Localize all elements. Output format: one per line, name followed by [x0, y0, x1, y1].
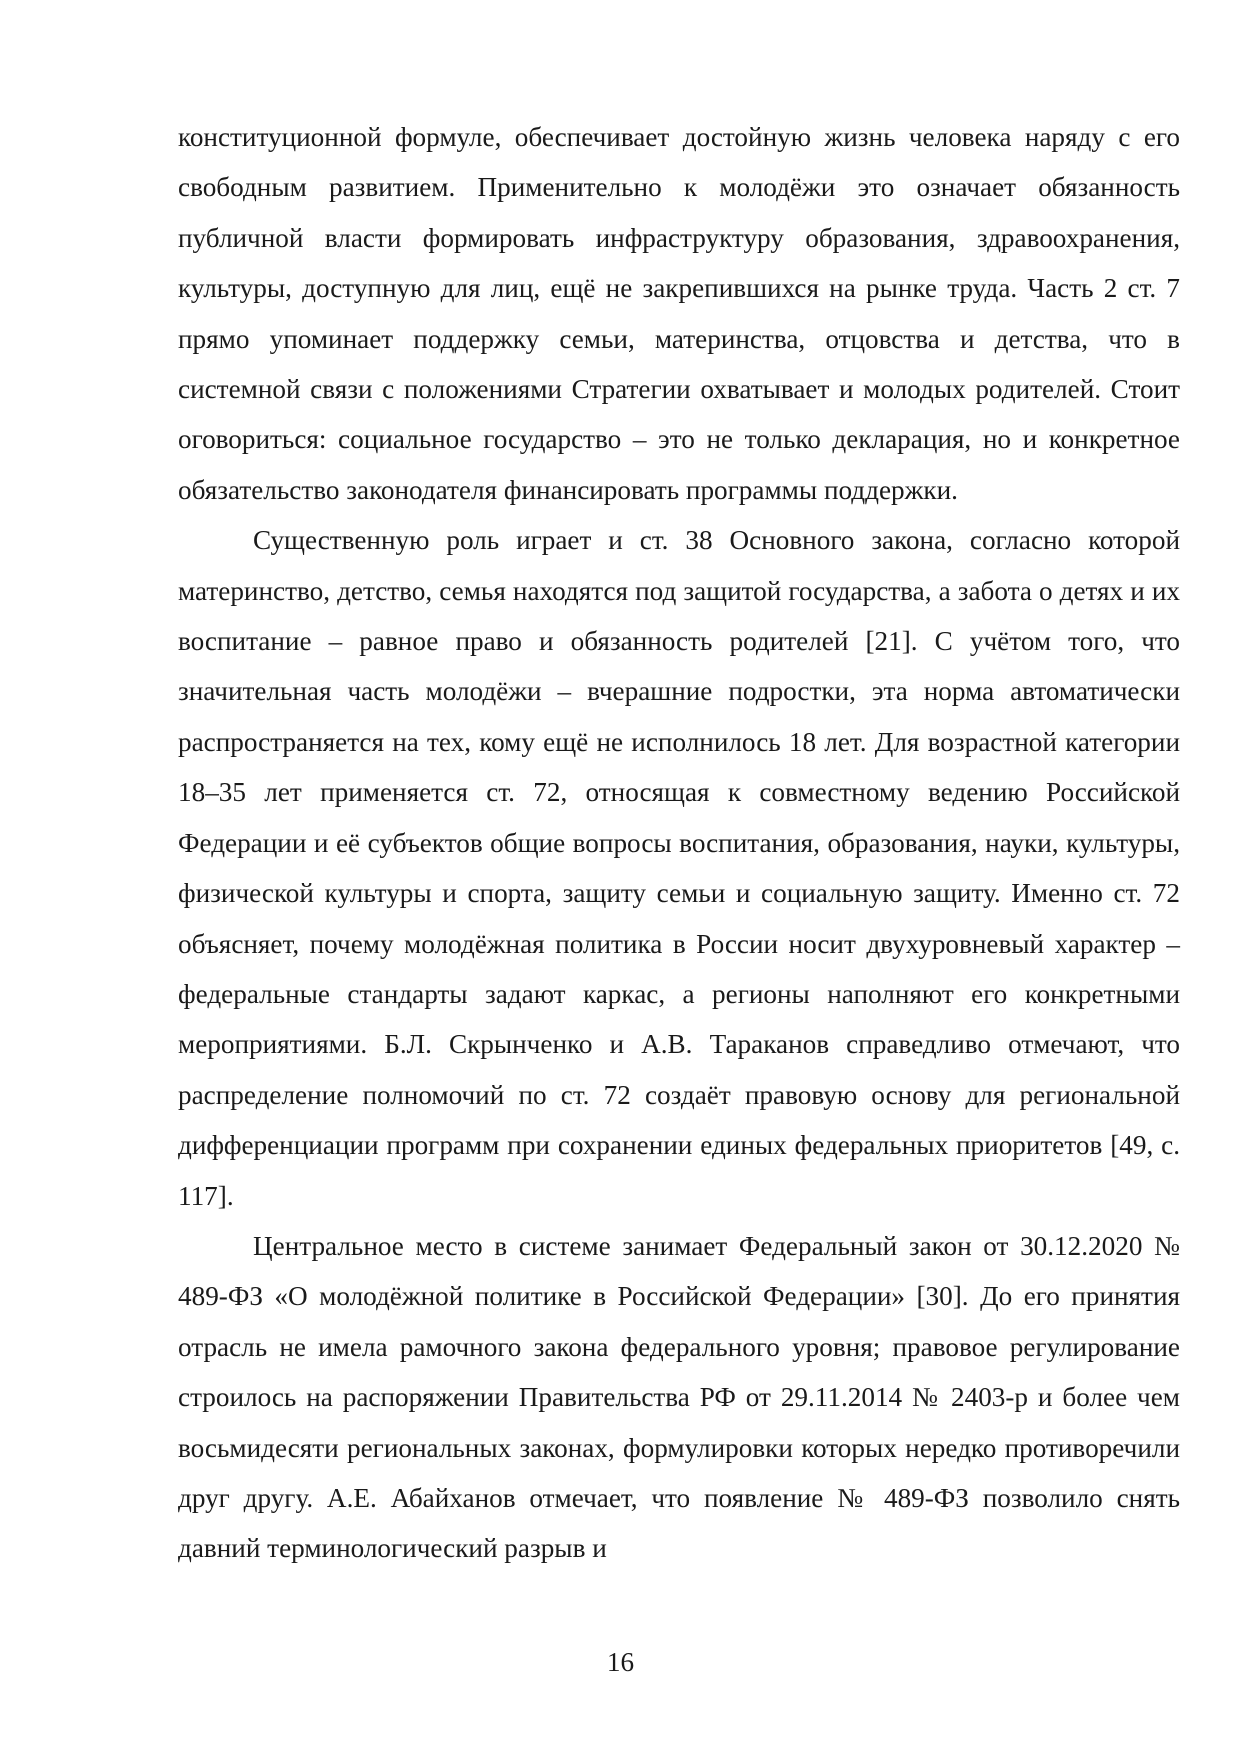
paragraph-article-38: Существенную роль играет и ст. 38 Основного закона, согласно которой материнство, детство, семья находятся под защитой государства, а забота о детях и их воспитание – равное право и обязанность родителей [21]. С учётом того, что значительная часть молодёжи – вчерашние подростки, эта норма автоматически распространяется на тех, кому ещё не исполнилось 18 лет. Для возрастной категории 18–35 лет применяется ст. 72, относящая к совместному ведению Российской Федерации и её субъектов общие вопросы воспитания, образования, науки, культуры, физической культуры и спорта, защиту семьи и социальную защиту. Именно ст. 72 объясняет, почему молодёжная политика в России носит двухуровневый характер – федеральные стандарты задают каркас, а регионы наполняют его конкретными мероприятиями. Б.Л. Скрынченко и А.В. Тараканов справедливо отмечают, что распределение полномочий по ст. 72 создаёт правовую основу для региональной дифференциации программ при сохранении единых федеральных приоритетов [49, с. 117].	[178, 525, 1180, 1211]
body-text	[178, 112, 1180, 1574]
paragraph-continuation: конституционной формуле, обеспечивает достойную жизнь человека наряду с его свободным развитием. Применительно к молодёжи это означает обязанность публичной власти формировать инфраструктуру образования, здравоохранения, культуры, доступную для лиц, ещё не закрепившихся на рынке труда. Часть 2 ст. 7 прямо упоминает поддержку семьи, материнства, отцовства и детства, что в системной связи с положениями Стратегии охватывает и молодых родителей. Стоит оговориться: социальное государство – это не только декларация, но и конкретное обязательство законодателя финансировать программы поддержки.	[178, 122, 1180, 505]
page-number: 16	[606, 1647, 635, 1677]
paragraph-federal-law: Центральное место в системе занимает Федеральный закон от 30.12.2020 № 489-ФЗ «О молодёжной политике в Российской Федерации» [30]. До его принятия отрасль не имела рамочного закона федерального уровня; правовое регулирование строилось на распоряжении Правительства РФ от 29.11.2014 № 2403-р и более чем восьмидесяти региональных законах, формулировки которых нередко противоречили друг другу. А.Е. Абайханов отмечает, что появление № 489-ФЗ позволило снять давний терминологический разрыв и	[178, 1230, 1180, 1564]
